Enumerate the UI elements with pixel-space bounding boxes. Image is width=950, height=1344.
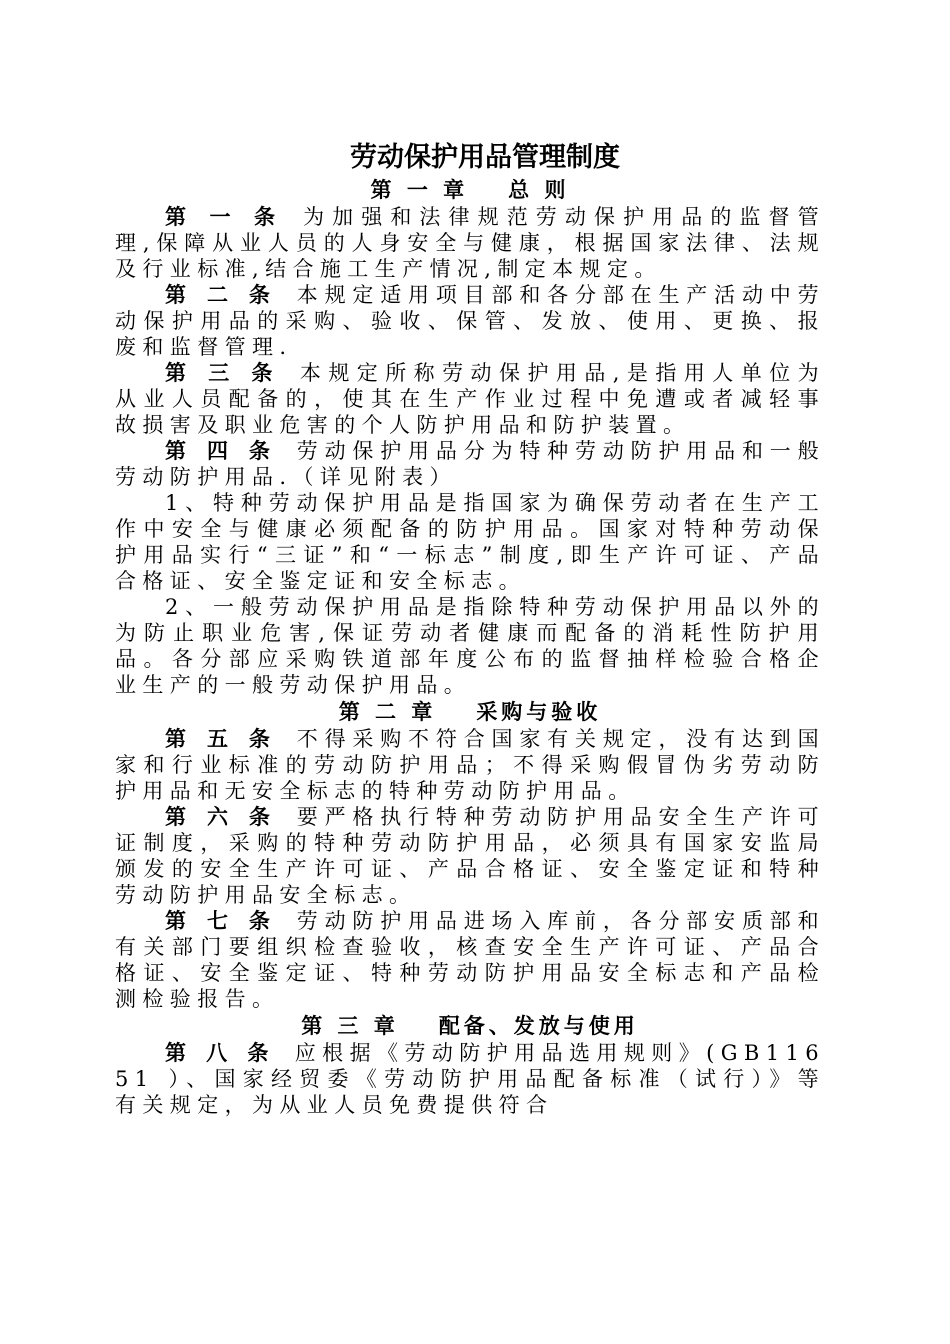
article-text: 劳动防护用品进场入库前，各分部安质部和有关部门要组织检查验收，核查安全生产许可证、产品合格证、安全鉴定证、特种劳动防护用品安全标志和产品检测检验报告。 xyxy=(115,909,825,1011)
document-title: 劳动保护用品管理制度 xyxy=(350,142,620,173)
chapter-number: 第 三 章 xyxy=(301,1013,399,1038)
chapter-name: 配备、发放与使用 xyxy=(438,1013,639,1038)
article xyxy=(115,1040,825,1118)
chapter-name: 采购与验收 xyxy=(476,699,602,724)
article-text: 本规定所称劳动保护用品,是指用人单位为从业人员配备的，使其在生产作业过程中免遭或者减轻事故损害及职业危害的个人防护用品和防护装置。 xyxy=(115,361,826,437)
document-page xyxy=(115,140,825,1118)
article-text: 要严格执行特种劳动防护用品安全生产许可证制度，采购的特种劳动防护用品，必须具有国家安监局颁发的安全生产许可证、产品合格证、安全鉴定证和特种劳动防护用品安全标志。 xyxy=(115,805,825,907)
list-item: 1、特种劳动保护用品是指国家为确保劳动者在生产工作中安全与健康必须配备的防护用品。国家对特种劳动保护用品实行“三证”和“一标志”制度,即生产许可证、产品合格证、安全鉴定证和安全标志。 xyxy=(115,491,825,593)
article-label: 第 五 条 xyxy=(165,726,277,751)
article xyxy=(115,204,825,282)
list-item: 2、一般劳动保护用品是指除特种劳动保护用品以外的为防止职业危害,保证劳动者健康而配备的消耗性防护用品。各分部应采购铁道部年度公布的监督抽样检验合格企业生产的一般劳动保护用品。 xyxy=(115,595,825,697)
article-text: 不得采购不符合国家有关规定，没有达到国家和行业标准的劳动防护用品；不得采购假冒伪劣劳动防护用品和无安全标志的特种劳动防护用品。 xyxy=(115,727,825,803)
article-label: 第 二 条 xyxy=(165,282,277,307)
article-text: 本规定适用项目部和各分部在生产活动中劳动保护用品的采购、验收、保管、发放、使用、更换、报废和监督管理. xyxy=(115,283,825,359)
article xyxy=(115,726,825,804)
chapter-heading xyxy=(115,698,825,726)
article-label: 第 四 条 xyxy=(165,438,277,463)
article-label: 第 一 条 xyxy=(165,204,284,229)
article xyxy=(115,438,825,490)
article-text: 应根据《劳动防护用品选用规则》(GB11651 ）、国家经贸委《劳动防护用品配备标准（试行）》等有关规定，为从业人员免费提供符合 xyxy=(115,1041,825,1117)
article-label: 第 七 条 xyxy=(165,908,277,933)
article-label: 第 三 条 xyxy=(165,360,280,385)
article xyxy=(115,360,825,438)
article xyxy=(115,804,825,908)
article-label: 第 八 条 xyxy=(165,1040,275,1065)
chapter-name: 总 则 xyxy=(508,177,570,202)
chapter-heading xyxy=(115,1012,825,1040)
article xyxy=(115,282,825,360)
article xyxy=(115,908,825,1012)
article-label: 第 六 条 xyxy=(165,804,277,829)
chapter-number: 第 二 章 xyxy=(338,699,437,724)
article-text: 劳动保护用品分为特种劳动防护用品和一般劳动防护用品.（详见附表） xyxy=(115,439,825,489)
chapter-heading xyxy=(115,176,825,204)
article-text: 为加强和法律规范劳动保护用品的监督管理,保障从业人员的人身安全与健康，根据国家法律、法规及行业标准,结合施工生产情况,制定本规定。 xyxy=(115,205,826,281)
chapter-number: 第 一 章 xyxy=(370,177,469,202)
